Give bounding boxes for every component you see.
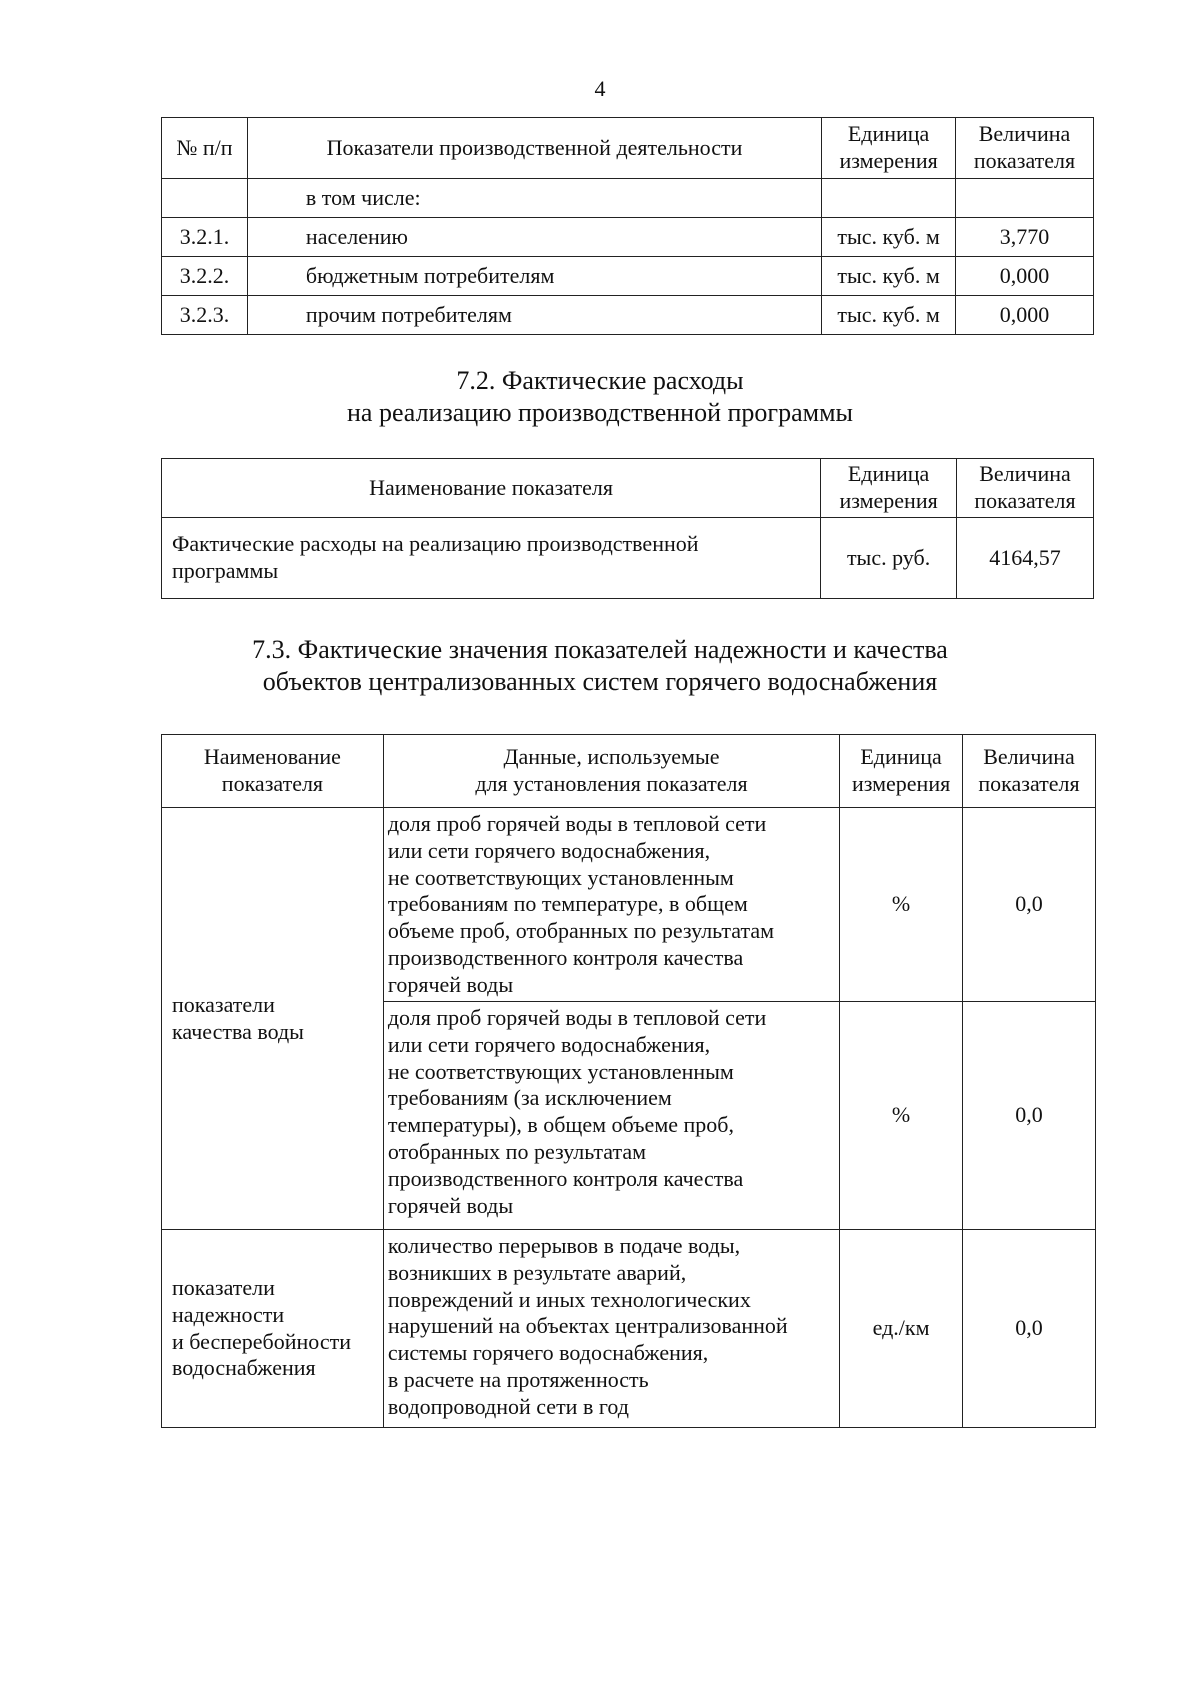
row-unit: тыс. куб. м [822, 257, 956, 296]
row-num [162, 179, 248, 218]
row-data-description: доля проб горячей воды в тепловой сети или сети горячего водоснабжения, не соответствующих установленным требованиям по температуре, в общем объеме проб, отобранных по результатам производственного контроля качества горячей воды [383, 808, 839, 1002]
header-unit: Единица измерения [821, 459, 957, 518]
header-value: Величина показателя [963, 735, 1096, 808]
row-name: бюджетным потребителям [247, 257, 821, 296]
table-row [162, 518, 1094, 599]
row-num: 3.2.1. [162, 218, 248, 257]
header-num: № п/п [162, 118, 248, 179]
row-value: 0,0 [963, 1230, 1096, 1428]
header-value: Величина показателя [957, 459, 1094, 518]
header-indicator-name: Показатели производственной деятельности [247, 118, 821, 179]
row-value: 0,000 [956, 296, 1094, 335]
row-data-description: доля проб горячей воды в тепловой сети или сети горячего водоснабжения, не соответствующих установленным требованиям (за исключением температуры), в общем объеме проб, отобранных по результатам производственного контроля качества горячей воды [383, 1002, 839, 1230]
page-number: 4 [594, 76, 606, 101]
row-unit: % [840, 1002, 963, 1230]
row-name: прочим потребителям [247, 296, 821, 335]
table-row [162, 808, 1096, 1002]
row-value: 0,0 [963, 1002, 1096, 1230]
row-value [956, 179, 1094, 218]
row-unit [822, 179, 956, 218]
section-heading-7-2: 7.2. Фактические расходы на реализацию производственной программы [346, 366, 853, 427]
group-name-water-quality: показатели качества воды [162, 808, 384, 1230]
row-value: 0,000 [956, 257, 1094, 296]
row-num: 3.2.3. [162, 296, 248, 335]
row-unit: тыс. руб. [821, 518, 957, 599]
row-name: в том числе: [247, 179, 821, 218]
table-row [162, 296, 1094, 335]
row-value: 3,770 [956, 218, 1094, 257]
production-indicators-table [161, 117, 1094, 335]
group-name-reliability: показатели надежности и бесперебойности водоснабжения [162, 1230, 384, 1428]
row-unit: тыс. куб. м [822, 296, 956, 335]
table-row [162, 257, 1094, 296]
table-row [162, 1230, 1096, 1428]
row-unit: тыс. куб. м [822, 218, 956, 257]
row-value: 4164,57 [957, 518, 1094, 599]
row-data-description: количество перерывов в подаче воды, возникших в результате аварий, повреждений и иных технологических нарушений на объектах централизованной системы горячего водоснабжения, в расчете на протяженность водопроводной сети в год [383, 1230, 839, 1428]
header-unit: Единица измерения [840, 735, 963, 808]
table-header-row [162, 459, 1094, 518]
row-name: населению [247, 218, 821, 257]
table-row [162, 218, 1094, 257]
header-value: Величина показателя [956, 118, 1094, 179]
table-header-row [162, 735, 1096, 808]
header-data-used: Данные, используемые для установления показателя [383, 735, 839, 808]
header-unit: Единица измерения [822, 118, 956, 179]
row-name: Фактические расходы на реализацию производственной программы [162, 518, 821, 599]
table-row [162, 179, 1094, 218]
section-heading-7-3: 7.3. Фактические значения показателей надежности и качества объектов централизованных систем горячего водоснабжения [252, 635, 948, 696]
header-indicator-name: Наименование показателя [162, 735, 384, 808]
actual-expenses-table [161, 458, 1094, 599]
header-indicator-name: Наименование показателя [162, 459, 821, 518]
reliability-quality-table [161, 734, 1096, 1428]
row-num: 3.2.2. [162, 257, 248, 296]
row-value: 0,0 [963, 808, 1096, 1002]
table-header-row [162, 118, 1094, 179]
row-unit: % [840, 808, 963, 1002]
row-unit: ед./км [840, 1230, 963, 1428]
